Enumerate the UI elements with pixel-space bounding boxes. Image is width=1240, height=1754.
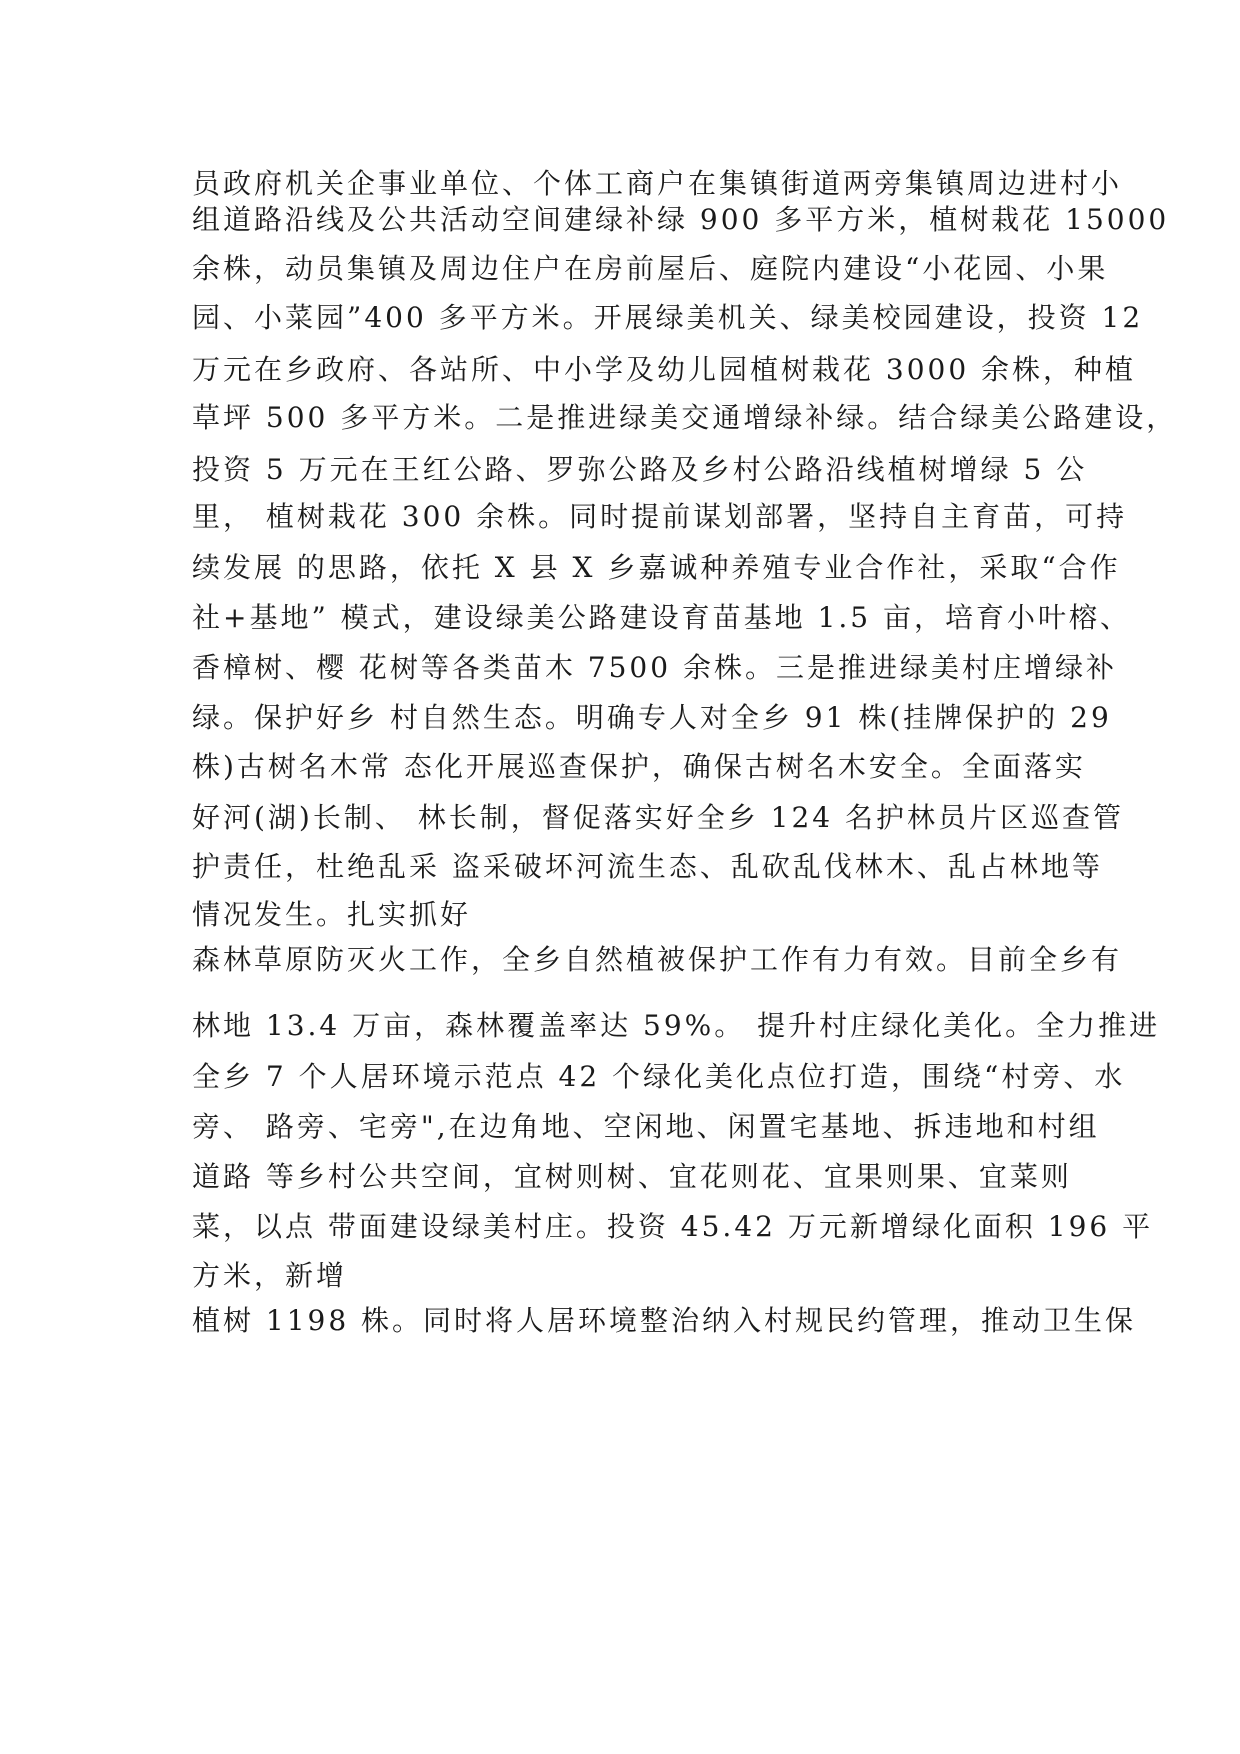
paragraph-line: 道路 等乡村公共空间，宜树则树、宜花则花、宜果则果、宜菜则 [192, 1160, 1072, 1193]
paragraph-line: 全乡 7 个人居环境示范点 42 个绿化美化点位打造，围绕“村旁、水 [192, 1060, 1126, 1093]
paragraph-line: 林地 13.4 万亩，森林覆盖率达 59%。 提升村庄绿化美化。全力推进 [192, 1009, 1161, 1042]
paragraph-line: 余株，动员集镇及周边住户在房前屋后、庭院内建设“小花园、小果 [192, 252, 1109, 285]
paragraph-line: 草坪 500 多平方米。二是推进绿美交通增绿补绿。结合绿美公路建设， [192, 401, 1178, 434]
paragraph-line: 情况发生。扎实抓好 [192, 898, 472, 931]
paragraph-line: 绿。保护好乡 村自然生态。明确专人对全乡 91 株(挂牌保护的 29 [192, 701, 1112, 734]
paragraph-line: 续发展 的思路，依托 X 县 X 乡嘉诚种养殖专业合作社，采取“合作 [192, 551, 1121, 584]
paragraph-line: 社+基地” 模式，建设绿美公路建设育苗基地 1.5 亩，培育小叶榕、 [192, 601, 1132, 634]
paragraph-line: 好河(湖)长制、 林长制，督促落实好全乡 124 名护林员片区巡查管 [192, 801, 1124, 834]
paragraph-line: 万元在乡政府、各站所、中小学及幼儿园植树栽花 3000 余株，种植 [192, 353, 1137, 386]
paragraph-line: 投资 5 万元在王红公路、罗弥公路及乡村公路沿线植树增绿 5 公 [192, 453, 1088, 486]
paragraph-line: 护责任，杜绝乱采 盗采破坏河流生态、乱砍乱伐林木、乱占林地等 [192, 850, 1103, 883]
paragraph-line: 方米，新增 [192, 1259, 348, 1292]
paragraph-line: 组道路沿线及公共活动空间建绿补绿 900 多平方米，植树栽花 15000 [192, 203, 1170, 236]
paragraph-line: 园、小菜园”400 多平方米。开展绿美机关、绿美校园建设，投资 12 [192, 301, 1144, 334]
paragraph-line: 旁、 路旁、宅旁",在边角地、空闲地、闲置宅基地、拆违地和村组 [192, 1110, 1100, 1143]
paragraph-line: 森林草原防灭火工作，全乡自然植被保护工作有力有效。目前全乡有 [192, 943, 1123, 976]
paragraph-line: 员政府机关企事业单位、个体工商户在集镇街道两旁集镇周边进村小 [192, 167, 1123, 200]
paragraph-line: 株)古树名木常 态化开展巡查保护，确保古树名木安全。全面落实 [192, 750, 1086, 783]
paragraph-line: 香樟树、樱 花树等各类苗木 7500 余株。三是推进绿美村庄增绿补 [192, 651, 1117, 684]
paragraph-line: 菜，以点 带面建设绿美村庄。投资 45.42 万元新增绿化面积 196 平 [192, 1210, 1154, 1243]
paragraph-line: 里， 植树栽花 300 余株。同时提前谋划部署，坚持自主育苗，可持 [192, 500, 1128, 533]
paragraph-line: 植树 1198 株。同时将人居环境整治纳入村规民约管理，推动卫生保 [192, 1304, 1137, 1337]
